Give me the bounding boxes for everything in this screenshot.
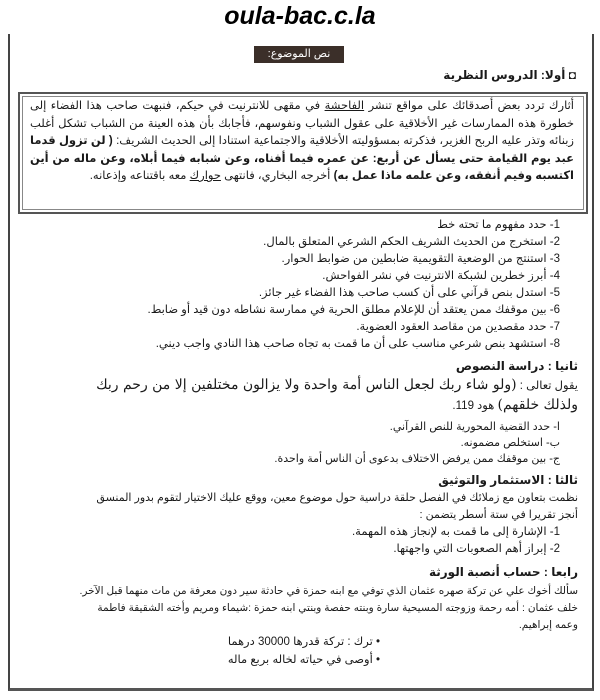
- part2-question-b: ب- استخلص مضمونه.: [460, 437, 560, 449]
- question-6: 6- بين موقفك ممن يعتقد أن للإعلام مطلق الحرية في ممارسة نشاطه دون قيد أو ضابط.: [147, 304, 560, 316]
- part3-line-1: نظمت بتعاون مع زملائك في الفصل حلقة دراسية حول موضوع معين، ووقع عليك الاختيار لتقوم بدور المنسق: [96, 492, 578, 504]
- question-5: 5- استدل بنص قرآني على أن كسب صاحب هذا الفضاء غير جائز.: [258, 287, 560, 299]
- part2-question-c: ج- بين موقفك ممن يرفض الاختلاف بدعوى أن الناس أمة واحدة.: [274, 453, 560, 465]
- quote-underlined-2: حوارك: [189, 170, 221, 182]
- question-4: 4- أبرز خطرين لشبكة الانترنيت في نشر الفواحش.: [322, 270, 560, 282]
- part4-line-1: سألك أخوك علي عن تركة صهره عثمان الذي توفي مع ابنه حمزة في حادثة سير دون معرفة من مات منهما قبل الآخر.: [79, 585, 578, 597]
- question-2: 2- استخرج من الحديث الشريف الحكم الشرعي المتعلق بالمال.: [263, 236, 560, 248]
- part2-question-a: ا- حدد القضية المحورية للنص القرآني.: [389, 421, 560, 433]
- part3-heading: ثالثا : الاستثمار والتوثيق: [438, 473, 578, 487]
- site-header: oula-bac.c.la: [224, 2, 376, 30]
- question-3: 3- استنتج من الوضعية التقويمية ضابطين من ضوابط الحوار.: [281, 253, 560, 265]
- part1-heading: ◘ أولا: الدروس النظرية: [443, 68, 576, 82]
- part4-bullet-1: • ترك : تركة قدرها 30000 درهما: [227, 636, 380, 648]
- part3-item-2: 2- إبراز أهم الصعوبات التي واجهتها.: [393, 543, 560, 555]
- quote-p4: معه باقتناعه وإذعانه.: [89, 170, 190, 182]
- quote-p3: أخرجه البخاري، فانتهى: [220, 170, 334, 182]
- verse-text-2: ولذلك خلقهم): [497, 397, 578, 413]
- verse-line-1: [96, 375, 578, 396]
- part1-heading-text: أولا: الدروس النظرية: [443, 68, 566, 82]
- question-8: 8- استشهد بنص شرعي مناسب على أن ما قمت به تجاه صاحب هذا النادي واجب ديني.: [155, 338, 560, 350]
- quote-text: [30, 98, 574, 186]
- question-1: 1- حدد مفهوم ما تحته خط: [437, 219, 560, 231]
- part4-line-3: وعمه إبراهيم.: [518, 619, 578, 631]
- topic-title: نص الموضوع:: [254, 46, 344, 63]
- quote-p2: في مقهى للانترنيت في حيكم، فنبهت صاحب هذا الفضاء إلى خطورة هذه الممارسات غير الأخلاقية على عقول الشباب ونفوسهم، فأجابك بأن هذه العينة من الشباب تشكل أغلب زبنائه وتذر عليه الربح الغزير، فذكرته بمسؤوليته الأخلاقية والاجتماعية استنادا إلى الحديث الشريف:: [30, 100, 574, 147]
- part4-bullet-2: • أوصى في حياته لخاله بربع ماله: [227, 654, 380, 666]
- verse-reference: هود 119.: [452, 400, 498, 412]
- part4-heading: رابعا : حساب أنصبة الورثة: [428, 565, 578, 579]
- part3-line-2: أنجز تقريرا في ستة أسطر يتضمن :: [419, 509, 578, 521]
- verse-text-1: (ولو شاء ربك لجعل الناس أمة واحدة ولا يزالون مختلفين إلا من رحم ربك: [96, 377, 517, 393]
- verse-intro: يقول تعالى :: [516, 380, 578, 392]
- part4-line-2: خلف عثمان : أمه رحمة وزوجته المسيحية سارة وبنته حفصة وبنتي ابنه حمزة :شيماء ومريم وأخته الشقيقة فاطمة: [97, 602, 578, 614]
- quote-underlined-1: الفاحشة: [324, 100, 365, 112]
- part2-heading: ثانيا : دراسة النصوص: [455, 359, 578, 373]
- quote-p1: أثارك تردد بعض أصدقائك على مواقع تنشر: [364, 100, 574, 112]
- hadith-text: ( لن تزول قدما عبد يوم القيامة حتى يسأل عن أربع: عن عمره فيما أفناه، وعن شبابه فيما أبلاه، وعن ماله من أين اكتسبه وفيم أنفقه، وعن علمه ماذا عمل به): [30, 135, 574, 182]
- question-7: 7- حدد مقصدين من مقاصد العقود العضوية.: [356, 321, 560, 333]
- verse-line-2: [452, 395, 578, 416]
- part3-item-1: 1- الإشارة إلى ما قمت به لإنجاز هذه المهمة.: [351, 526, 560, 538]
